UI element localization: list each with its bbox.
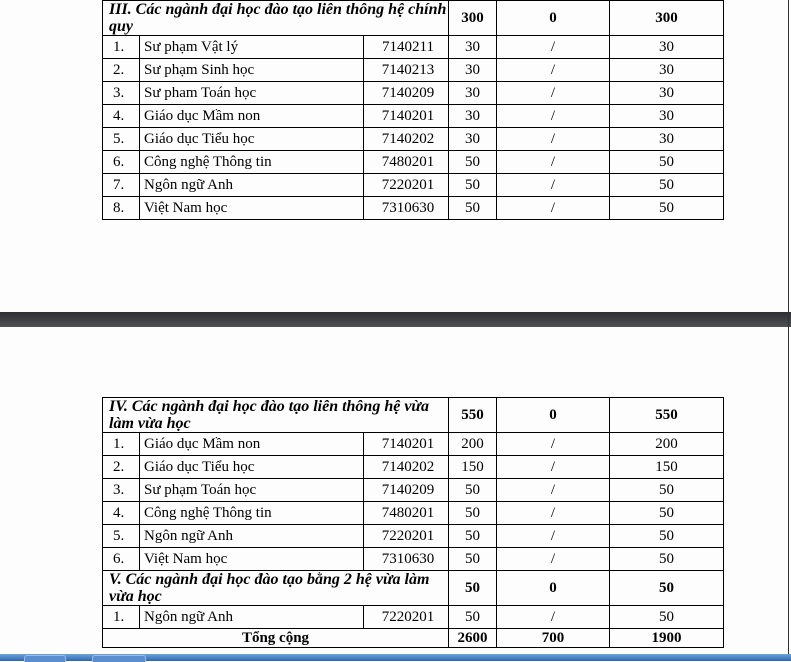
row-total: 50 (449, 479, 497, 502)
row-name: Sư pham Toán học (140, 82, 364, 105)
row-name: Giáo dục Mầm non (140, 105, 364, 128)
row-col2: / (497, 174, 610, 197)
row-index: 1. (103, 433, 140, 456)
table-row (103, 59, 724, 82)
row-name: Ngôn ngữ Anh (140, 525, 364, 548)
section-title: V. Các ngành đại học đào tạo bằng 2 hệ vừa làm vừa học (103, 571, 449, 606)
row-index: 6. (103, 151, 140, 174)
row-col3: 30 (610, 128, 724, 151)
row-code: 7140202 (364, 128, 449, 151)
table-row (103, 82, 724, 105)
row-col3: 50 (610, 525, 724, 548)
row-index: 3. (103, 82, 140, 105)
row-code: 7140211 (364, 36, 449, 59)
row-index: 2. (103, 456, 140, 479)
row-total: 50 (449, 606, 497, 629)
row-col2: / (497, 548, 610, 571)
row-col3: 30 (610, 82, 724, 105)
table-row (103, 548, 724, 571)
row-total: 50 (449, 174, 497, 197)
row-total: 30 (449, 59, 497, 82)
section-col3: 50 (610, 571, 724, 606)
row-name: Việt Nam học (140, 548, 364, 571)
section-col2: 0 (497, 398, 610, 433)
section-col3: 300 (610, 1, 724, 36)
row-code: 7220201 (364, 525, 449, 548)
row-col3: 50 (610, 174, 724, 197)
row-total: 50 (449, 151, 497, 174)
row-code: 7140201 (364, 433, 449, 456)
section-col2: 0 (497, 1, 610, 36)
row-col2: / (497, 433, 610, 456)
row-code: 7480201 (364, 502, 449, 525)
row-index: 5. (103, 128, 140, 151)
row-name: Giáo dục Tiểu học (140, 456, 364, 479)
row-name: Công nghệ Thông tin (140, 502, 364, 525)
row-index: 1. (103, 606, 140, 629)
row-total: 50 (449, 548, 497, 571)
viewer-right-border (788, 0, 789, 654)
row-code: 7310630 (364, 548, 449, 571)
row-code: 7140209 (364, 82, 449, 105)
section-total: 300 (449, 1, 497, 36)
row-col3: 50 (610, 479, 724, 502)
row-index: 6. (103, 548, 140, 571)
table-row (103, 197, 724, 220)
grand-total-col3: 1900 (610, 629, 724, 648)
section-header-row (103, 1, 724, 36)
row-total: 150 (449, 456, 497, 479)
grand-total-value: 2600 (449, 629, 497, 648)
row-col3: 50 (610, 151, 724, 174)
row-col3: 50 (610, 548, 724, 571)
row-col3: 30 (610, 105, 724, 128)
row-code: 7140201 (364, 105, 449, 128)
row-col2: / (497, 502, 610, 525)
table-row (103, 36, 724, 59)
row-name: Giáo dục Tiểu học (140, 128, 364, 151)
section-total: 550 (449, 398, 497, 433)
row-index: 3. (103, 479, 140, 502)
row-col2: / (497, 82, 610, 105)
row-code: 7220201 (364, 606, 449, 629)
row-col2: / (497, 36, 610, 59)
section-header-row (103, 571, 724, 606)
row-code: 7480201 (364, 151, 449, 174)
section-title: IV. Các ngành đại học đào tạo liên thông hệ vừa làm vừa học (103, 398, 449, 433)
table-row (103, 479, 724, 502)
row-name: Ngôn ngữ Anh (140, 606, 364, 629)
row-name: Công nghệ Thông tin (140, 151, 364, 174)
table-section-3 (102, 0, 724, 220)
section-col2: 0 (497, 571, 610, 606)
row-col2: / (497, 105, 610, 128)
row-col2: / (497, 479, 610, 502)
table-row (103, 128, 724, 151)
row-name: Ngôn ngữ Anh (140, 174, 364, 197)
row-code: 7310630 (364, 197, 449, 220)
row-total: 50 (449, 525, 497, 548)
section-col3: 550 (610, 398, 724, 433)
row-name: Sư phạm Toán học (140, 479, 364, 502)
row-index: 2. (103, 59, 140, 82)
table-row (103, 433, 724, 456)
row-name: Sư phạm Vật lý (140, 36, 364, 59)
grand-total-col2: 700 (497, 629, 610, 648)
row-name: Giáo dục Mầm non (140, 433, 364, 456)
row-code: 7140202 (364, 456, 449, 479)
row-col2: / (497, 606, 610, 629)
row-total: 30 (449, 82, 497, 105)
grand-total-row (103, 629, 724, 648)
row-col2: / (497, 456, 610, 479)
row-index: 7. (103, 174, 140, 197)
row-index: 4. (103, 502, 140, 525)
section-total: 50 (449, 571, 497, 606)
row-col3: 30 (610, 36, 724, 59)
page-separator (0, 312, 791, 327)
table-row (103, 525, 724, 548)
row-index: 4. (103, 105, 140, 128)
table-row (103, 606, 724, 629)
row-total: 30 (449, 36, 497, 59)
row-col2: / (497, 151, 610, 174)
row-col2: / (497, 59, 610, 82)
row-col2: / (497, 197, 610, 220)
row-col3: 150 (610, 456, 724, 479)
row-index: 1. (103, 36, 140, 59)
row-col3: 200 (610, 433, 724, 456)
section-title: III. Các ngành đại học đào tạo liên thông hệ chính quy (103, 1, 449, 36)
row-col3: 50 (610, 197, 724, 220)
row-total: 30 (449, 105, 497, 128)
row-index: 5. (103, 525, 140, 548)
row-code: 7220201 (364, 174, 449, 197)
row-col3: 50 (610, 606, 724, 629)
row-code: 7140209 (364, 479, 449, 502)
row-code: 7140213 (364, 59, 449, 82)
table-row (103, 174, 724, 197)
row-index: 8. (103, 197, 140, 220)
row-total: 30 (449, 128, 497, 151)
table-row (103, 502, 724, 525)
table-row (103, 456, 724, 479)
row-col3: 50 (610, 502, 724, 525)
row-total: 50 (449, 502, 497, 525)
row-col3: 30 (610, 59, 724, 82)
row-col2: / (497, 128, 610, 151)
grand-total-label: Tổng cộng (103, 629, 449, 648)
table-row (103, 151, 724, 174)
section-header-row (103, 398, 724, 433)
row-name: Sư phạm Sinh học (140, 59, 364, 82)
table-sections-4-5 (102, 397, 724, 648)
row-total: 50 (449, 197, 497, 220)
row-col2: / (497, 525, 610, 548)
table-row (103, 105, 724, 128)
row-name: Việt Nam học (140, 197, 364, 220)
row-total: 200 (449, 433, 497, 456)
